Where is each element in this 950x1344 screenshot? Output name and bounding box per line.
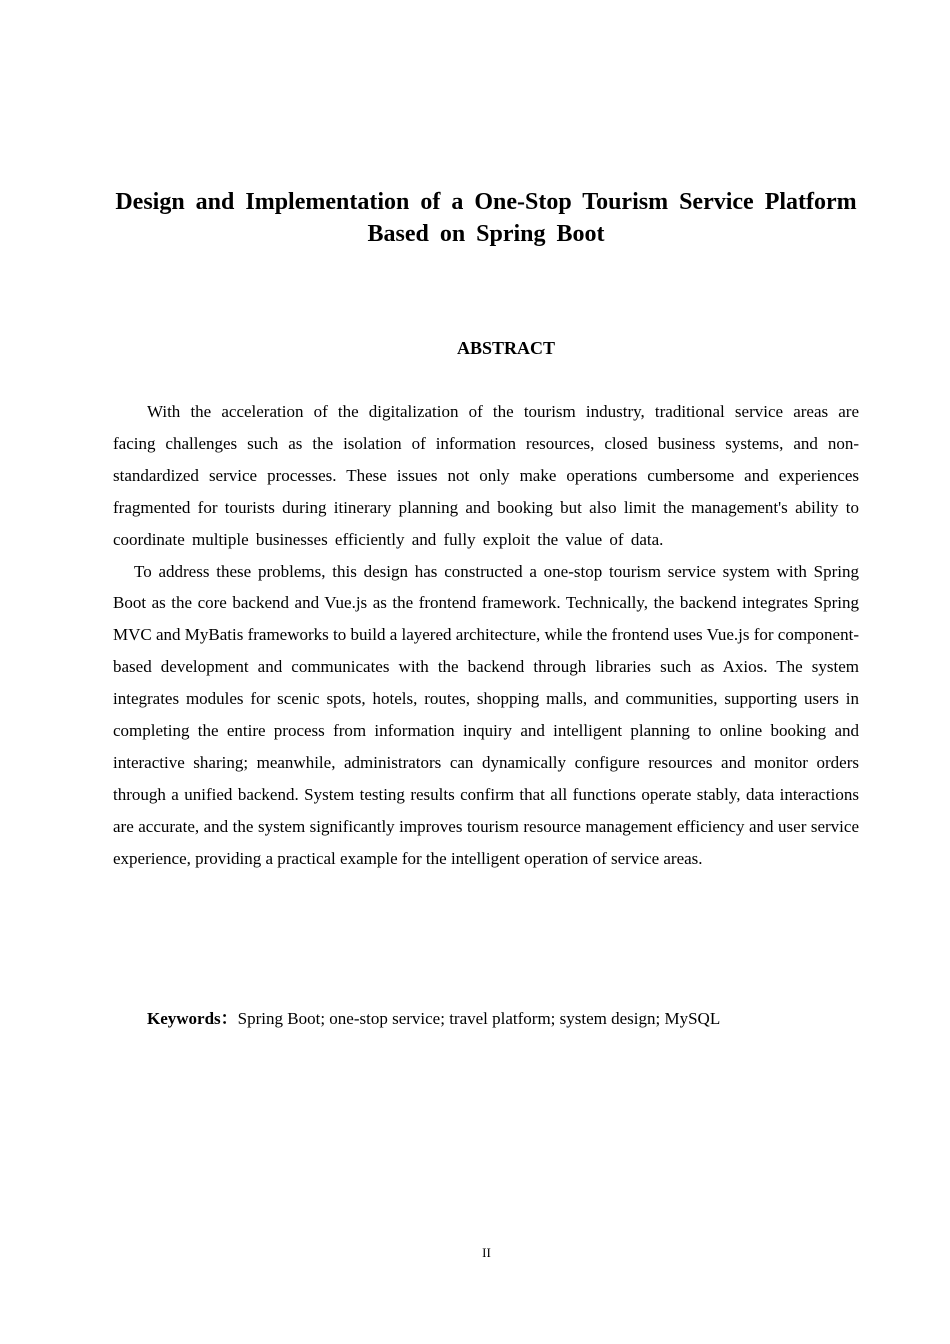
abstract-body xyxy=(113,396,859,875)
keywords-text: Spring Boot; one-stop service; travel platform; system design; MySQL xyxy=(237,1009,721,1028)
page-title: Design and Implementation of a One-Stop Tourism Service Platform Based on Spring Boot xyxy=(115,189,857,247)
page-number: II xyxy=(482,1245,491,1260)
keywords-line xyxy=(147,1005,859,1033)
abstract-paragraph-2: To address these problems, this design has constructed a one-stop tourism service system with Spring Boot as the core backend and Vue.js as the frontend framework. Technically, the backend integrates Spring MVC and MyBatis frameworks to build a layered architecture, while the frontend uses Vue.js for component-based development and communicates with the backend through libraries such as Axios. The system integrates modules for scenic spots, hotels, routes, shopping malls, and communities, supporting users in completing the entire process from information inquiry and intelligent planning to online booking and interactive sharing; meanwhile, administrators can dynamically configure resources and monitor orders through a unified backend. System testing results confirm that all functions operate stably, data interactions are accurate, and the system significantly improves tourism resource management efficiency and user service experience, providing a practical example for the intelligent operation of service areas. xyxy=(113,561,859,868)
abstract-heading: ABSTRACT xyxy=(456,338,556,358)
keywords-label: Keywords： xyxy=(147,1009,238,1028)
abstract-paragraph-1: With the acceleration of the digitalization of the tourism industry, traditional service areas are facing challenges such as the isolation of information resources, closed business systems, and non-standardized service processes. These issues not only make operations cumbersome and experiences fragmented for tourists during itinerary planning and booking but also limit the management's ability to coordinate multiple businesses efficiently and fully exploit the value of data. xyxy=(113,402,859,549)
